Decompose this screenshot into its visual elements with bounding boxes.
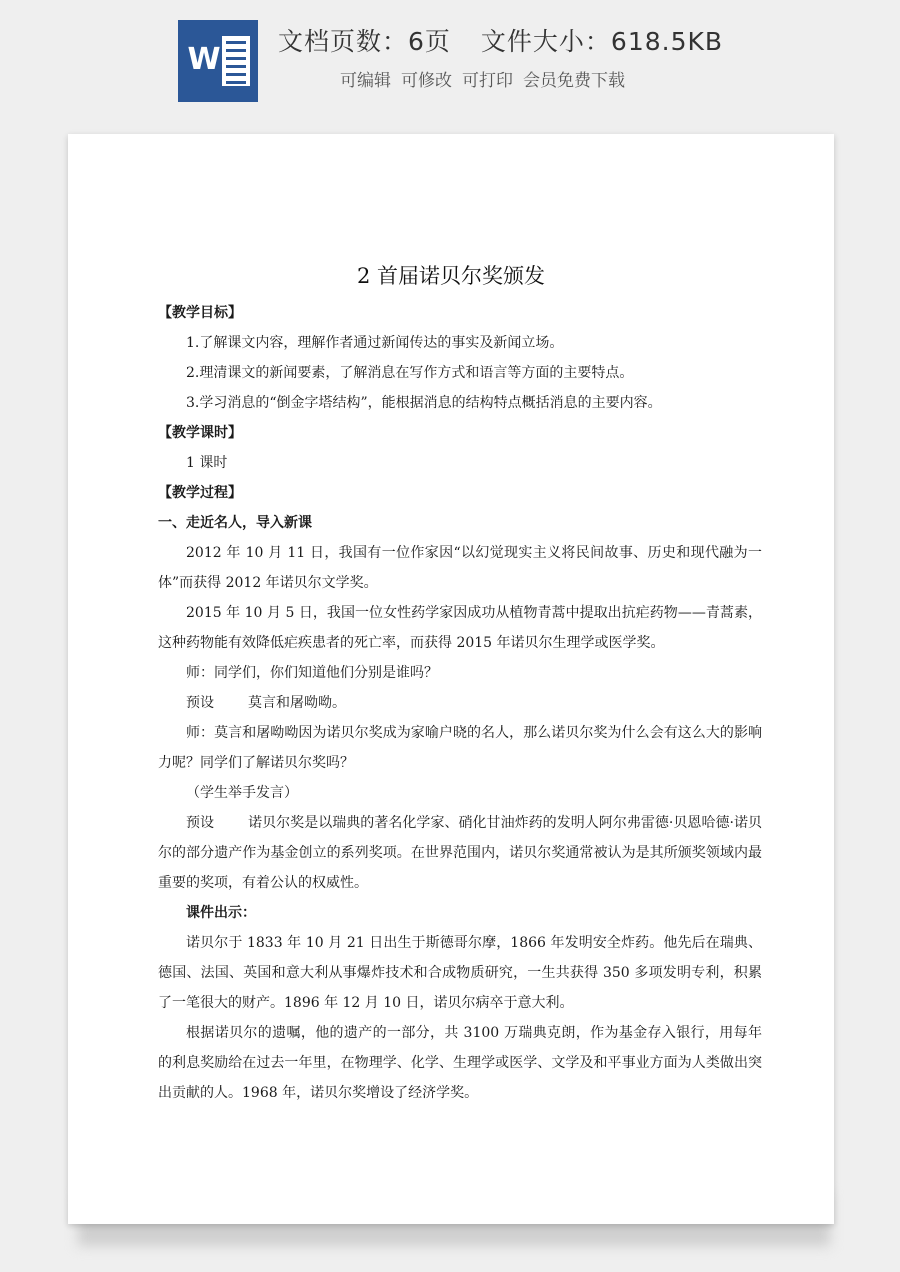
subsection-heading: 一、走近名人，导入新课 [158, 515, 312, 531]
preset-text: 莫言和屠呦呦。 [248, 695, 346, 711]
paragraph: 诺贝尔于 1833 年 10 月 21 日出生于斯德哥尔摩，1866 年发明安全炸药。他先后在瑞典、德国、法国、英国和意大利从事爆炸技术和合成物质研究，一生共获得 350 多项发明专利，积累了一笔很大的财产。1896 年 12 月 10 日，诺贝尔病卒于意大利。 [158, 935, 762, 1011]
courseware-heading: 课件出示： [186, 905, 256, 921]
paragraph [158, 688, 762, 718]
document-lines-glyph [222, 36, 250, 86]
paragraph: （学生举手发言） [186, 785, 298, 801]
feature-member-download: 会员免费下载 [523, 71, 625, 91]
word-w-glyph: W [187, 42, 221, 77]
section-heading-hours: 【教学课时】 [158, 425, 242, 441]
section-heading-process: 【教学过程】 [158, 485, 242, 501]
feature-editable: 可编辑 [340, 71, 391, 91]
paragraph: 2012 年 10 月 11 日，我国有一位作家因“以幻觉现实主义将民间故事、历史和现代融为一体”而获得 2012 年诺贝尔文学奖。 [158, 545, 762, 591]
paragraph: 师：同学们，你们知道他们分别是谁吗？ [186, 665, 438, 681]
goal-item: 2.理清课文的新闻要素，了解消息在写作方式和语言等方面的主要特点。 [186, 365, 634, 381]
document-title: 2 首届诺贝尔奖颁发 [356, 264, 546, 288]
preset-text: 诺贝尔奖是以瑞典的著名化学家、硝化甘油炸药的发明人阿尔弗雷德·贝恩哈德·诺贝尔的部分遗产作为基金创立的系列奖项。在世界范围内，诺贝尔奖通常被认为是其所颁奖领域内最重要的奖项，有着公认的权威性。 [158, 815, 762, 891]
file-size-label: 文件大小：618.5KB [480, 27, 724, 56]
document-body [158, 298, 762, 1108]
word-document-icon [178, 20, 258, 102]
page-count-label: 文档页数：6页 [278, 27, 451, 56]
feature-modifiable: 可修改 [401, 71, 452, 91]
preset-label: 预设 [186, 815, 215, 831]
goal-item: 3.学习消息的“倒金字塔结构”，能根据消息的结构特点概括消息的主要内容。 [186, 395, 662, 411]
download-info-header [0, 0, 900, 120]
paragraph: 根据诺贝尔的遗嘱，他的遗产的一部分，共 3100 万瑞典克朗，作为基金存入银行，用每年的利息奖励给在过去一年里，在物理学、化学、生理学或医学、文学及和平事业方面为人类做出突出贡献的人。1968 年，诺贝尔奖增设了经济学奖。 [158, 1025, 762, 1101]
goal-item: 1.了解课文内容，理解作者通过新闻传达的事实及新闻立场。 [186, 335, 564, 351]
paragraph: 师：莫言和屠呦呦因为诺贝尔奖成为家喻户晓的名人，那么诺贝尔奖为什么会有这么大的影响力呢？同学们了解诺贝尔奖吗？ [158, 725, 762, 771]
file-meta-line [278, 22, 723, 58]
section-heading-goals: 【教学目标】 [158, 305, 242, 321]
feature-printable: 可打印 [462, 71, 513, 91]
document-page [68, 134, 834, 1224]
paragraph: 2015 年 10 月 5 日，我国一位女性药学家因成功从植物青蒿中提取出抗疟药物——青蒿素，这种药物能有效降低疟疾患者的死亡率，而获得 2015 年诺贝尔生理学或医学奖。 [158, 605, 762, 651]
paragraph [158, 808, 762, 898]
feature-list [340, 66, 635, 91]
preset-label: 预设 [186, 695, 214, 711]
hours-value: 1 课时 [186, 455, 228, 471]
